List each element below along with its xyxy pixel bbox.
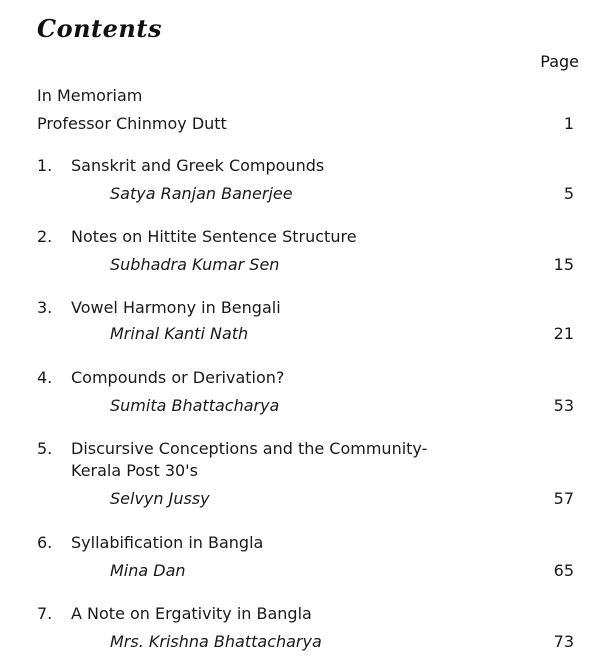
entry-page-number: 15 — [553, 255, 574, 274]
entry-page-number: 65 — [553, 561, 574, 580]
entry-author: Mrinal Kanti Nath — [110, 324, 249, 343]
toc-entry-title-continuation — [0, 459, 600, 483]
entry-number: 5. — [37, 439, 53, 458]
entry-author: Mrs. Krishna Bhattacharya — [110, 632, 322, 651]
memoriam-line-1 — [0, 84, 600, 108]
entry-number: 1. — [37, 156, 53, 175]
entry-page-number: 21 — [553, 324, 574, 343]
entry-number: 6. — [37, 533, 53, 552]
toc-entry-title-line — [0, 296, 600, 320]
memoriam-page-number: 1 — [563, 114, 574, 133]
entry-title: A Note on Ergativity in Bangla — [71, 604, 312, 623]
entry-number: 3. — [37, 298, 53, 317]
toc-entry-title-line — [0, 154, 600, 178]
entry-title: Vowel Harmony in Bengali — [71, 298, 281, 317]
toc-entry-author-line — [0, 487, 600, 511]
entry-title: Discursive Conceptions and the Community- — [71, 439, 428, 458]
memoriam-line-2 — [0, 112, 600, 136]
entry-author: Subhadra Kumar Sen — [110, 255, 280, 274]
toc-entry-title-line — [0, 602, 600, 626]
toc-entry-title-line — [0, 225, 600, 249]
entry-title: Sanskrit and Greek Compounds — [71, 156, 325, 175]
toc-entry-author-line — [0, 630, 600, 654]
toc-entry-author-line — [0, 182, 600, 206]
contents-title: Contents — [37, 14, 162, 43]
entry-author: Selvyn Jussy — [110, 489, 210, 508]
entry-number: 7. — [37, 604, 53, 623]
entry-page-number: 53 — [553, 396, 574, 415]
toc-entry-author-line — [0, 394, 600, 418]
entry-title-continued: Kerala Post 30's — [71, 461, 198, 480]
entry-number: 4. — [37, 368, 53, 387]
toc-entry-title-line — [0, 366, 600, 390]
entry-title: Compounds or Derivation? — [71, 368, 285, 387]
page-column-heading: Page — [540, 52, 579, 71]
toc-entry-author-line — [0, 253, 600, 277]
entry-title: Notes on Hittite Sentence Structure — [71, 227, 357, 246]
entry-title: Syllabification in Bangla — [71, 533, 264, 552]
entry-number: 2. — [37, 227, 53, 246]
toc-entry-title-line — [0, 531, 600, 555]
entry-author: Mina Dan — [110, 561, 186, 580]
memoriam-heading: In Memoriam — [37, 86, 143, 105]
memoriam-name: Professor Chinmoy Dutt — [37, 114, 227, 133]
entry-page-number: 57 — [553, 489, 574, 508]
toc-entry-author-line — [0, 322, 600, 346]
entry-author: Sumita Bhattacharya — [110, 396, 280, 415]
toc-entry-title-line — [0, 437, 600, 461]
entry-page-number: 5 — [563, 184, 574, 203]
entry-author: Satya Ranjan Banerjee — [110, 184, 293, 203]
entry-page-number: 73 — [553, 632, 574, 651]
toc-entry-author-line — [0, 559, 600, 583]
